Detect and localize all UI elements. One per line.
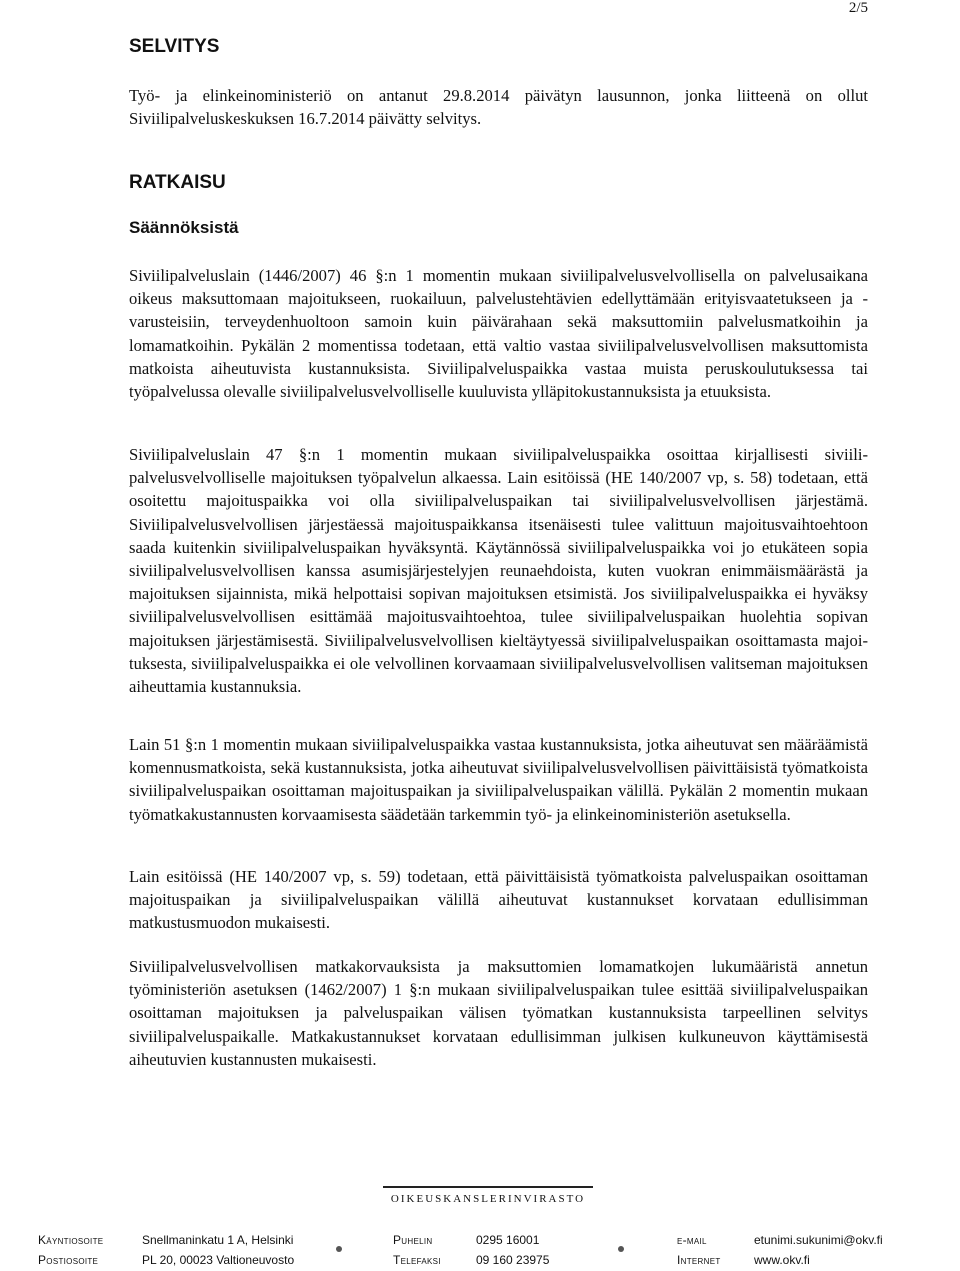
selvitys-paragraph: Työ- ja elinkeinoministeriö on antanut 29.8.2014 päivätyn lausunnon, jonka liitteenä on ollut Siviilipalveluskeskuksen 16.7.2014 päivätty selvitys. bbox=[129, 86, 868, 129]
phone-number: 0295 16001 bbox=[476, 1233, 540, 1247]
email-label: e-mail bbox=[677, 1233, 707, 1247]
separator-dot-icon bbox=[618, 1246, 624, 1252]
website-url: www.okv.fi bbox=[754, 1253, 810, 1267]
postal-address: PL 20, 00023 Valtioneuvosto bbox=[142, 1253, 295, 1267]
ratkaisu-paragraph-1: Siviilipalveluslain (1446/2007) 46 §:n 1 momentin mukaan siviilipalvelusvelvollisella on palvelusaikana oikeus maksuttomaan majoitukseen, ruokailuun, palvelustehtävien edellyttämään erityisvaatetukseen ja -varusteisiin, terveydenhuoltoon samoin kuin päivärahaan sekä maksuttomiin palvelusmatkoihin ja lomamatkoihin. Pykälän 2 momentissa todetaan, että valtio vastaa siviilipalvelusvelvollisen maksuttomista matkoista aiheutuvista kustannuksista. Siviilipalveluspaikka vastaa muista peruskoulutuksessa tai työpalvelussa olevalle siviilipalvelusvelvolliselle kuuluvista ylläpitokustannuksista ja etuuksista. bbox=[129, 266, 868, 402]
separator-dot-icon bbox=[336, 1246, 342, 1252]
postal-address-label: Postiosoite bbox=[38, 1253, 99, 1267]
fax-label: Telefaksi bbox=[393, 1253, 441, 1267]
internet-label: Internet bbox=[677, 1253, 721, 1267]
email-address: etunimi.sukunimi@okv.fi bbox=[754, 1233, 883, 1247]
visiting-address: Snellmaninkatu 1 A, Helsinki bbox=[142, 1233, 294, 1247]
section-title-ratkaisu: RATKAISU bbox=[129, 172, 226, 193]
ratkaisu-paragraph-2: Siviilipalveluslain 47 §:n 1 momentin mukaan siviilipalveluspaikka osoittaa kirjallisesti siviilipalvelusvelvolliselle majoituksen työpalvelun alkaessa. Lain esitöissä (HE 140/2007 vp, s. 58) todetaan, että osoitettu majoituspaikka voi olla siviilipalveluspaikan tai siviilipalvelusvelvollisen järjestämä. Siviilipalvelusvelvollisen järjestäessä majoituspaikkansa itsenäisesti tulee valittuun majoitusvaihtoehtoon saada kuitenkin siviilipalveluspaikan hyväksyntä. Käytännössä siviilipalveluspaikka voi jo etukäteen sopia siviilipalvelusvelvollisen kanssa asumisjärjestelyjen reunaehdoista, kuten vuokran enimmäismäärästä ja majoituksen sijainnista, mikä helpottaisi sopivan majoituksen etsimistä. Jos siviilipalveluspaikka ei hyväksy siviilipalvelusvelvollisen esittämää majoitusvaihtoehtoa, tulee siviilipalveluspaikan huolehtia sopivan majoituksen järjestämisestä. Siviilipalvelusvelvollisen kieltäytyessä siviilipalveluspaikan osoittamasta majoituksesta, siviilipalveluspaikka ei ole velvollinen korvaamaan siviilipalvelusvelvollisen valitseman majoituksen aiheuttamia kustannuksia. bbox=[129, 445, 868, 697]
organization-logo bbox=[383, 1186, 593, 1205]
organization-name: OIKEUSKANSLERINVIRASTO bbox=[390, 1193, 586, 1205]
page-number: 2/5 bbox=[848, 0, 868, 16]
ratkaisu-paragraph-3: Lain 51 §:n 1 momentin mukaan siviilipalveluspaikka vastaa kustannuksista, jotka aiheutuvat sen määräämistä komennusmatkoista, sekä kustannuksista, jotka aiheutuvat siviilipalvelusvelvollisen päivittäisistä työmatkoista siviilipalveluspaikan osoittaman majoituspaikan ja siviilipalveluspaikan välillä. Pykälän 2 momentin mukaan työmatkakustannusten korvaamisesta säädetään tarkemmin työ- ja elinkeinoministeriön asetuksella. bbox=[129, 735, 868, 824]
ratkaisu-paragraph-5: Siviilipalvelusvelvollisen matkakorvauksista ja maksuttomien lomamatkojen lukumääristä annetun työministeriön asetuksen (1462/2007) 1 §:n mukaan siviilipalveluspaikan tulee esittää siviilipalveluspaikan osoittaman majoituksen ja palveluspaikan välisen työmatkan kustannuksista tarpeellinen selvitys siviilipalveluspaikalle. Matkakustannukset korvataan edullisimman julkisen kulkuneuvon käyttämisestä aiheutuvien kustannusten mukaisesti. bbox=[129, 957, 868, 1069]
ratkaisu-paragraph-4: Lain esitöissä (HE 140/2007 vp, s. 59) todetaan, että päivittäisistä työmatkoista palveluspaikan osoittaman majoituspaikan ja siviilipalveluspaikan välillä aiheutuvat kustannukset korvataan edullisimman matkustusmuodon mukaisesti. bbox=[129, 867, 868, 933]
section-title-selvitys: SELVITYS bbox=[129, 36, 220, 57]
logo-rule bbox=[383, 1186, 593, 1188]
visiting-address-label: Käyntiosoite bbox=[38, 1233, 104, 1247]
footer-row-1 bbox=[0, 1233, 960, 1251]
fax-number: 09 160 23975 bbox=[476, 1253, 550, 1267]
footer-row-2 bbox=[0, 1253, 960, 1271]
subsection-title-saannoksista: Säännöksistä bbox=[129, 218, 239, 237]
phone-label: Puhelin bbox=[393, 1233, 433, 1247]
